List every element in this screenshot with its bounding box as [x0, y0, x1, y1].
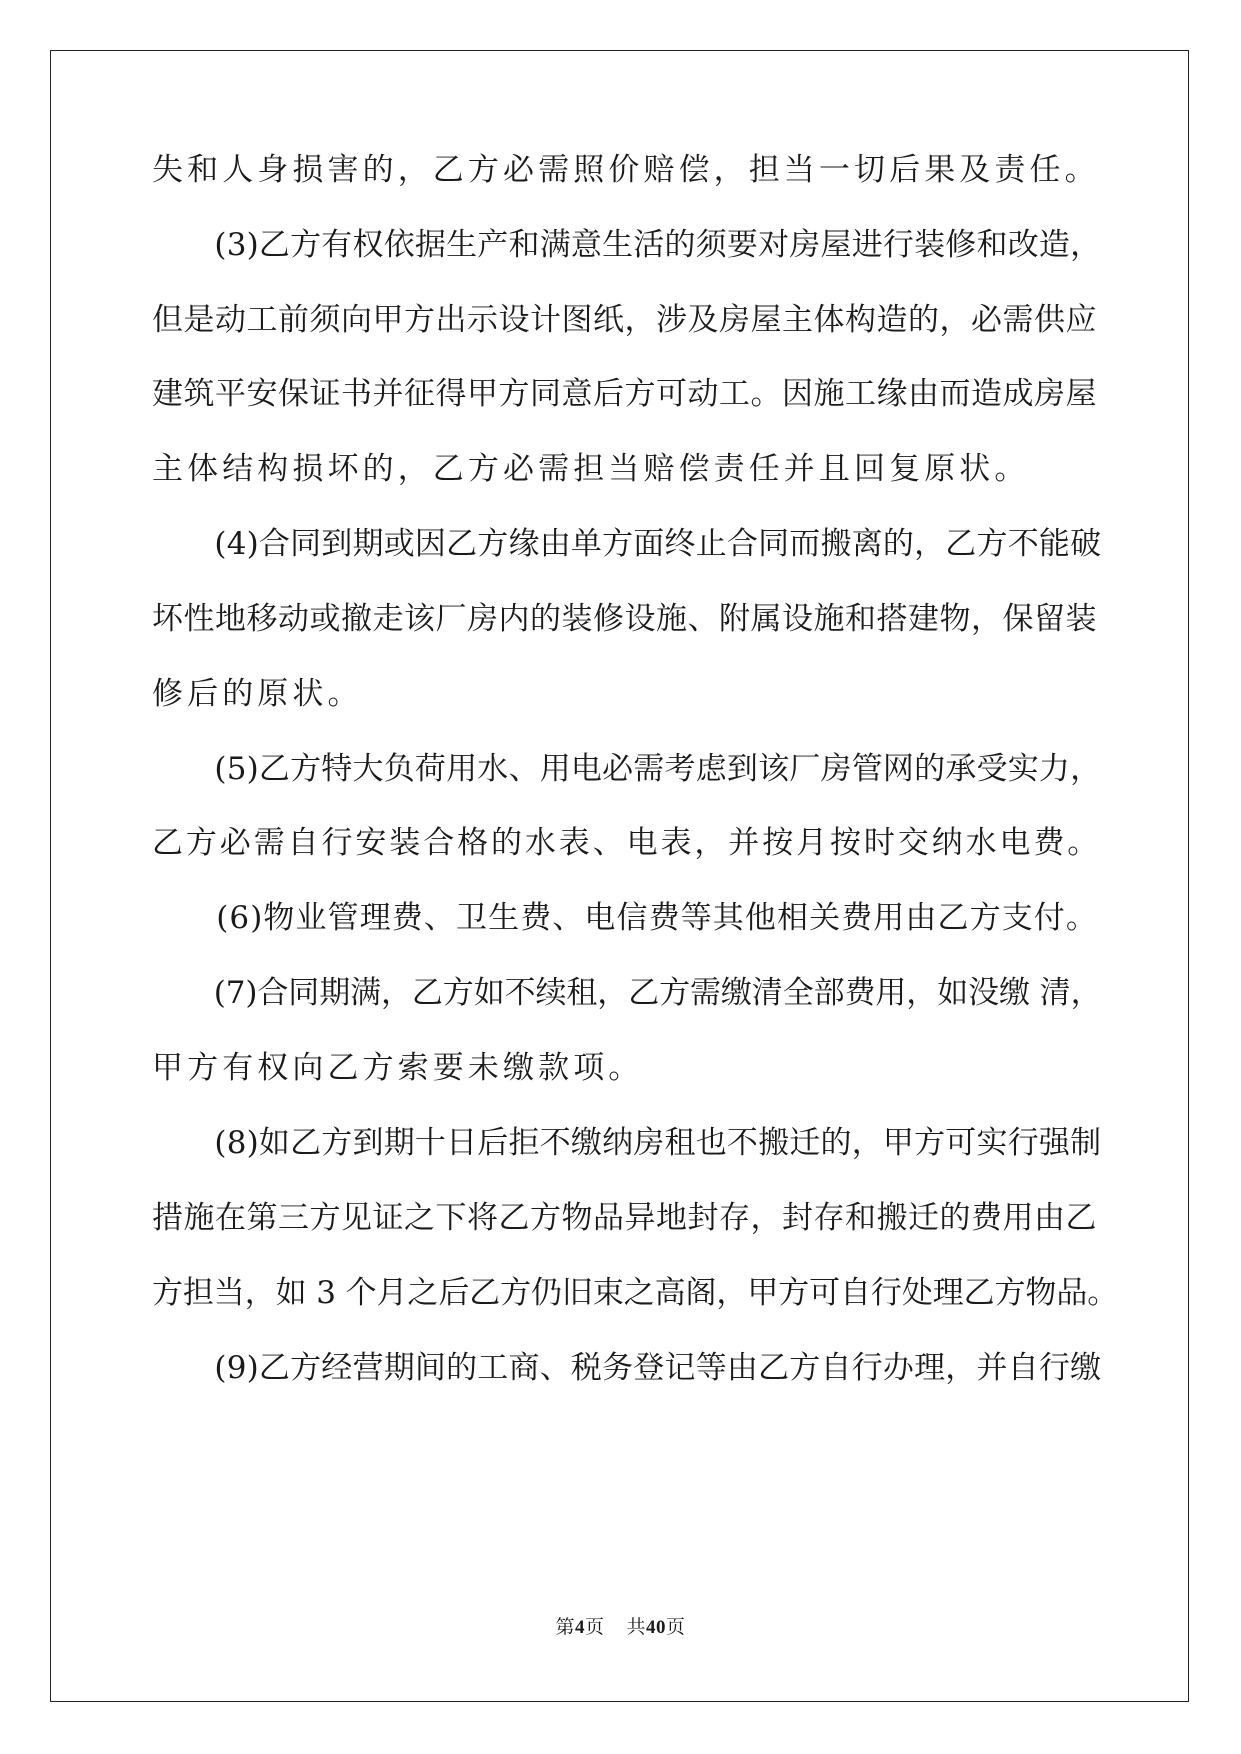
- page-prefix: 第: [555, 1616, 575, 1638]
- text-line: (9)乙方经营期间的工商、税务登记等由乙方自行办理，并自行缴: [152, 1350, 1102, 1386]
- text-line: 措施在第三方见证之下将乙方物品异地封存，封存和搬迁的费用由乙: [152, 1200, 1097, 1236]
- text-line: (8)如乙方到期十日后拒不缴纳房租也不搬迁的，甲方可实行强制: [152, 1125, 1102, 1161]
- page-border: [50, 50, 1189, 1702]
- total-pages: 40: [646, 1617, 667, 1638]
- text-line: (3)乙方有权依据生产和满意生活的须要对房屋进行装修和改造，: [152, 227, 1102, 263]
- text-line: 甲方有权向乙方索要未缴款项。: [152, 1050, 644, 1086]
- total-suffix: 页: [666, 1616, 686, 1638]
- page-number: 4: [574, 1617, 585, 1638]
- page-suffix: 页: [584, 1616, 605, 1638]
- total-prefix: 共: [626, 1616, 647, 1638]
- text-line: 失和人身损害的，乙方必需照价赔偿，担当一切后果及责任。: [152, 152, 1100, 188]
- text-line: 主体结构损坏的，乙方必需担当赔偿责任并且回复原状。: [152, 451, 1030, 487]
- text-line: (4)合同到期或因乙方缘由单方面终止合同而搬离的，乙方不能破: [152, 526, 1102, 562]
- text-line: 建筑平安保证书并征得甲方同意后方可动工。因施工缘由而造成房屋: [152, 376, 1097, 412]
- text-line: 坏性地移动或撤走该厂房内的装修设施、附属设施和搭建物，保留装: [152, 601, 1097, 637]
- text-line: (5)乙方特大负荷用水、用电必需考虑到该厂房管网的承受实力，: [152, 751, 1102, 787]
- text-line: 乙方必需自行安装合格的水表、电表，并按月按时交纳水电费。: [152, 825, 1102, 861]
- page-footer: [0, 1615, 1241, 1640]
- text-line: (6)物业管理费、卫生费、电信费等其他相关费用由乙方支付。: [152, 900, 1099, 936]
- text-line: (7)合同期满，乙方如不续租，乙方需缴清全部费用，如没缴 清，: [152, 975, 1102, 1011]
- text-line: 但是动工前须向甲方出示设计图纸，涉及房屋主体构造的，必需供应: [152, 302, 1097, 338]
- text-line: 方担当，如 3 个月之后乙方仍旧束之高阁，甲方可自行处理乙方物品。: [152, 1275, 1119, 1311]
- text-line: 修后的原状。: [152, 676, 363, 712]
